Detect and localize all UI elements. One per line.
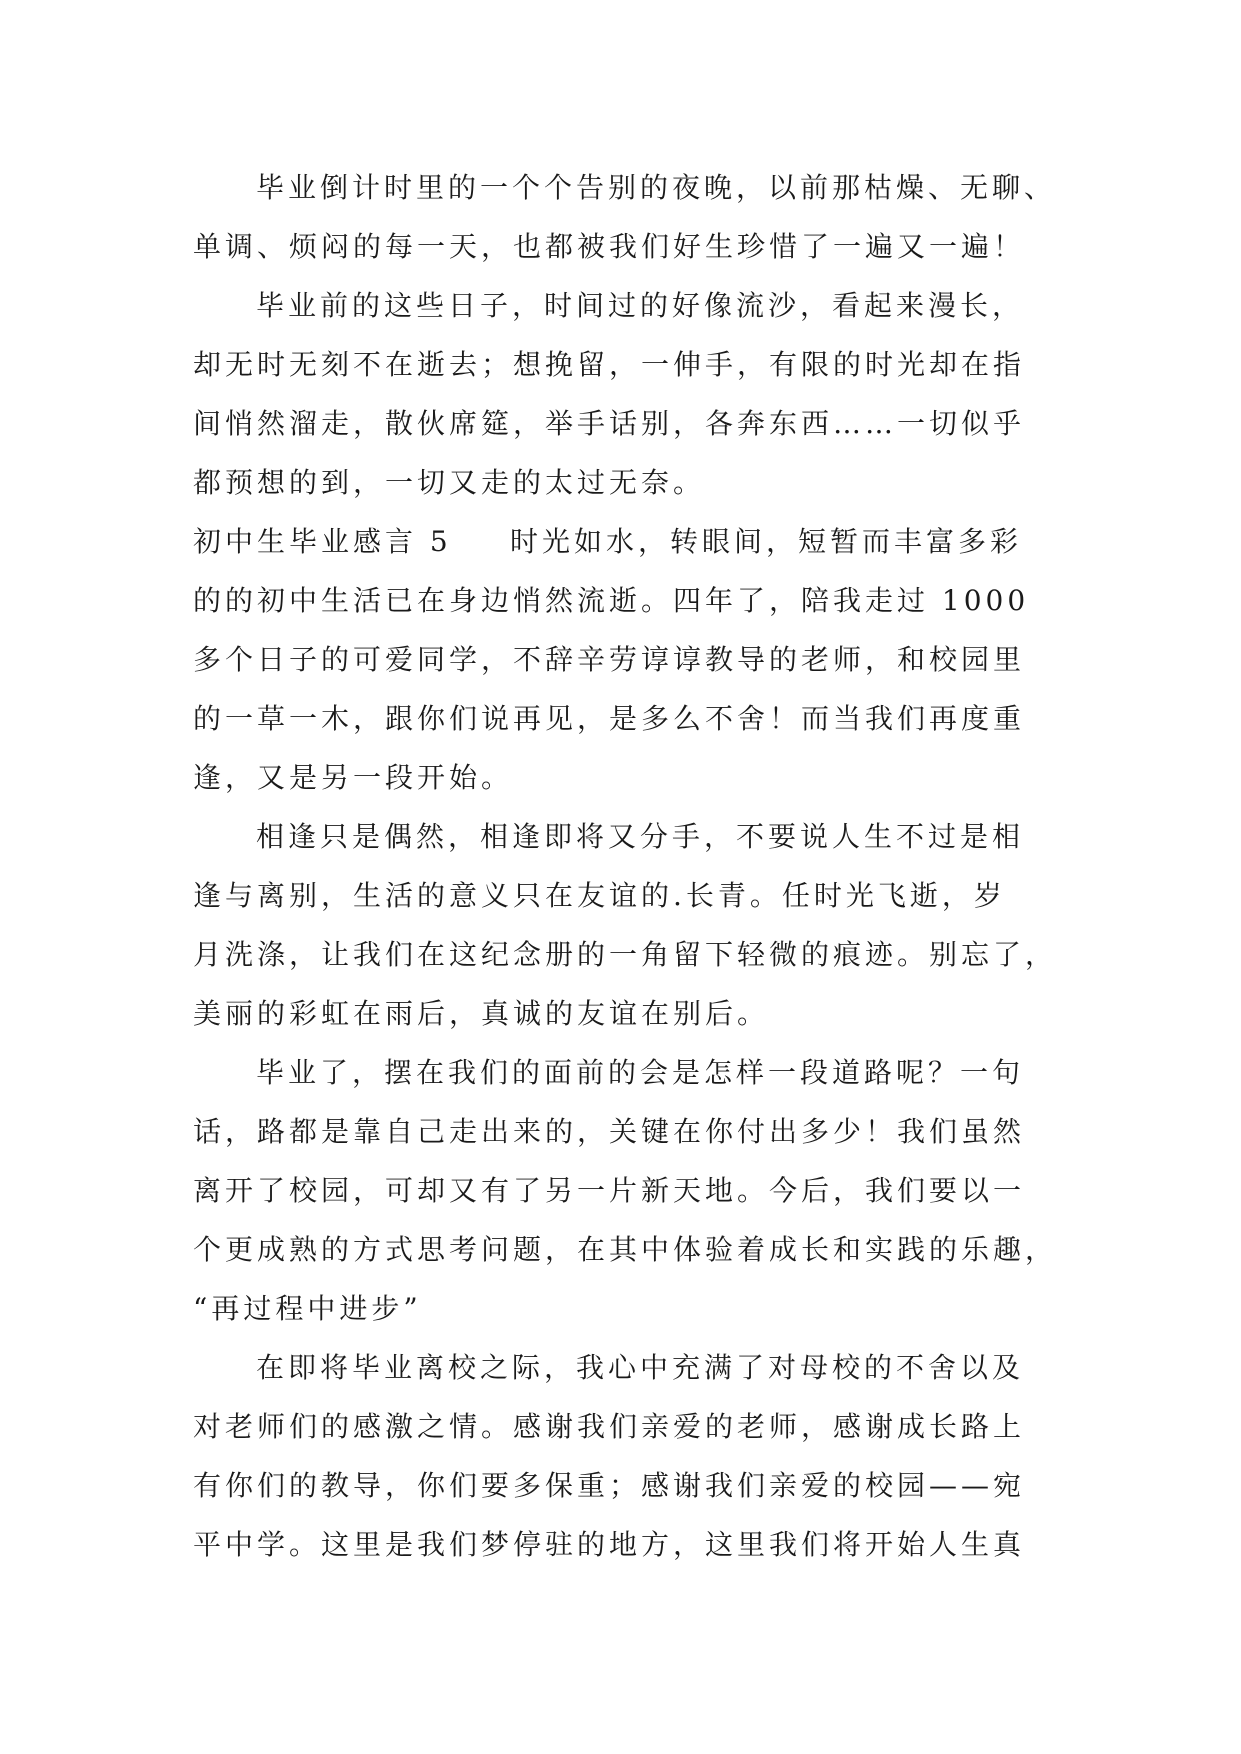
text-line: 逢，又是另一段开始。 (193, 761, 514, 794)
text-line: 单调、烦闷的每一天，也都被我们好生珍惜了一遍又一遍！ (193, 230, 1026, 263)
text-line: 有你们的教导，你们要多保重；感谢我们亲爱的校园——宛 (193, 1469, 1026, 1502)
text-line: 离开了校园，可却又有了另一片新天地。今后，我们要以一 (193, 1174, 1026, 1207)
text-line: 个更成熟的方式思考问题，在其中体验着成长和实践的乐趣， (193, 1233, 1058, 1266)
text-line: 在即将毕业离校之际，我心中充满了对母校的不舍以及 (256, 1351, 1025, 1384)
text-line: 美丽的彩虹在雨后，真诚的友谊在别后。 (193, 997, 770, 1030)
text-line: 毕业前的这些日子，时间过的好像流沙，看起来漫长， (256, 289, 1025, 322)
text-line: 话，路都是靠自己走出来的，关键在你付出多少！我们虽然 (193, 1115, 1026, 1148)
text-line: 的一草一木，跟你们说再见，是多么不舍！而当我们再度重 (193, 702, 1026, 735)
text-line: 平中学。这里是我们梦停驻的地方，这里我们将开始人生真 (193, 1528, 1026, 1561)
text-line: 相逢只是偶然，相逢即将又分手，不要说人生不过是相 (256, 820, 1025, 853)
text-line: 毕业了，摆在我们的面前的会是怎样一段道路呢？一句 (256, 1056, 1025, 1089)
text-line: 却无时无刻不在逝去；想挽留，一伸手，有限的时光却在指 (193, 348, 1026, 381)
text-line: 月洗涤，让我们在这纪念册的一角留下轻微的痕迹。别忘了， (193, 938, 1058, 971)
text-line: 毕业倒计时里的一个个告别的夜晚，以前那枯燥、无聊、 (256, 171, 1057, 204)
text-line: 多个日子的可爱同学，不辞辛劳谆谆教导的老师，和校园里 (193, 643, 1026, 676)
text-line: 的的初中生活已在身边悄然流逝。四年了，陪我走过 1000 (193, 584, 1030, 617)
text-line: 对老师们的感激之情。感谢我们亲爱的老师，感谢成长路上 (193, 1410, 1026, 1443)
text-line: 间悄然溜走，散伙席筵，举手话别，各奔东西……一切似乎 (193, 407, 1026, 440)
text-line: 逢与离别，生活的意义只在友谊的.长青。任时光飞逝，岁 (193, 879, 1006, 912)
section-heading: 初中生毕业感言 5 (193, 525, 452, 558)
heading-continuation: 时光如水，转眼间，短暂而丰富多彩 (510, 525, 1023, 558)
text-line: “再过程中进步” (193, 1292, 422, 1325)
text-line: 都预想的到，一切又走的太过无奈。 (193, 466, 706, 499)
